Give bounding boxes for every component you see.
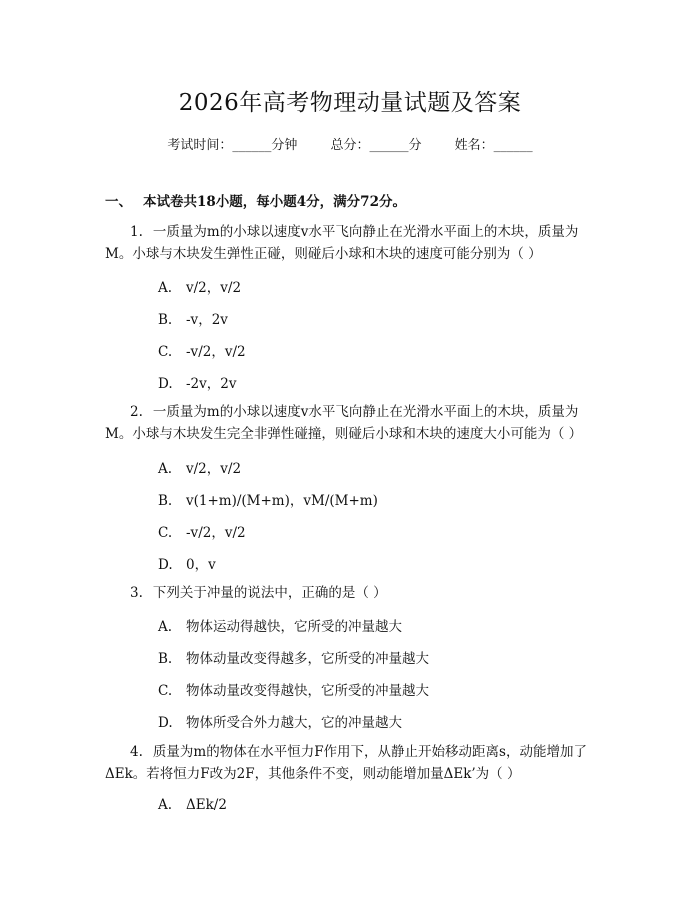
option-text: -v/2，v/2 [186,344,246,360]
exam-meta-line [0,134,700,153]
question-2-option-b [158,489,378,509]
section-instructions: 本试卷共18小题，每小题4分，满分72分。 [143,194,406,210]
option-text: ΔEk/2 [186,797,227,813]
question-1-option-d [158,372,237,392]
section-heading [105,190,406,210]
option-label: D. [158,557,173,573]
question-1-option-b [158,308,228,328]
page-title: 2026年高考物理动量试题及答案 [178,90,522,116]
question-2-option-a [158,457,241,477]
option-label: A. [158,280,173,296]
student-name-field: 姓名：______ [454,138,533,153]
question-stem: 一质量为m的小球以速度v水平飞向静止在光滑水平面上的木块，质量为M。小球与木块发生弹性正碰，则碰后小球和木块的速度可能分别为（ ） [105,224,579,262]
question-stem: 质量为m的物体在水平恒力F作用下，从静止开始移动距离s，动能增加了ΔEk。若将恒力F改为2F，其他条件不变，则动能增加量ΔEk’为（ ） [105,744,587,782]
option-text: 物体所受合外力越大，它的冲量越大 [186,715,402,731]
total-score-field: 总分：______分 [330,138,422,153]
question-3-option-c [158,679,429,699]
option-text: -2v，2v [186,376,237,392]
option-label: C. [158,525,173,541]
question-1-option-a [158,276,241,296]
option-text: 物体动量改变得越多，它所受的冲量越大 [186,651,429,667]
question-3-option-a [158,615,402,635]
option-label: B. [158,312,173,328]
option-label: D. [158,715,173,731]
option-text: v/2，v/2 [186,280,242,296]
question-stem: 下列关于冲量的说法中，正确的是（ ） [152,585,387,601]
option-text: v(1+m)/(M+m)，vM/(M+m) [186,493,378,509]
option-text: -v/2，v/2 [186,525,246,541]
question-2-option-c [158,521,246,541]
question-3 [105,582,600,604]
option-label: C. [158,344,173,360]
option-label: A. [158,619,173,635]
option-label: A. [158,797,173,813]
option-text: -v，2v [186,312,228,328]
question-number: 2. [130,404,143,420]
question-3-option-d [158,711,402,731]
question-3-option-b [158,647,429,667]
option-text: v/2，v/2 [186,461,242,477]
option-text: 物体动量改变得越快，它所受的冲量越大 [186,683,429,699]
option-label: A. [158,461,173,477]
question-2-option-d [158,553,216,573]
option-label: B. [158,493,173,509]
question-number: 4. [130,744,143,760]
question-number: 3. [130,585,143,601]
option-text: 0，v [186,557,216,573]
question-4-option-a [158,797,227,813]
question-stem: 一质量为m的小球以速度v水平飞向静止在光滑水平面上的木块，质量为M。小球与木块发生完全非弹性碰撞，则碰后小球和木块的速度大小可能为（ ） [105,404,583,442]
question-1 [105,221,600,265]
option-label: D. [158,376,173,392]
question-2 [105,401,600,445]
question-number: 1. [130,224,143,240]
question-4 [105,741,600,785]
option-label: C. [158,683,173,699]
section-number: 一、 [105,194,132,210]
option-text: 物体运动得越快，它所受的冲量越大 [186,619,402,635]
option-label: B. [158,651,173,667]
exam-time-field: 考试时间：______分钟 [167,138,298,153]
question-1-option-c [158,340,246,360]
